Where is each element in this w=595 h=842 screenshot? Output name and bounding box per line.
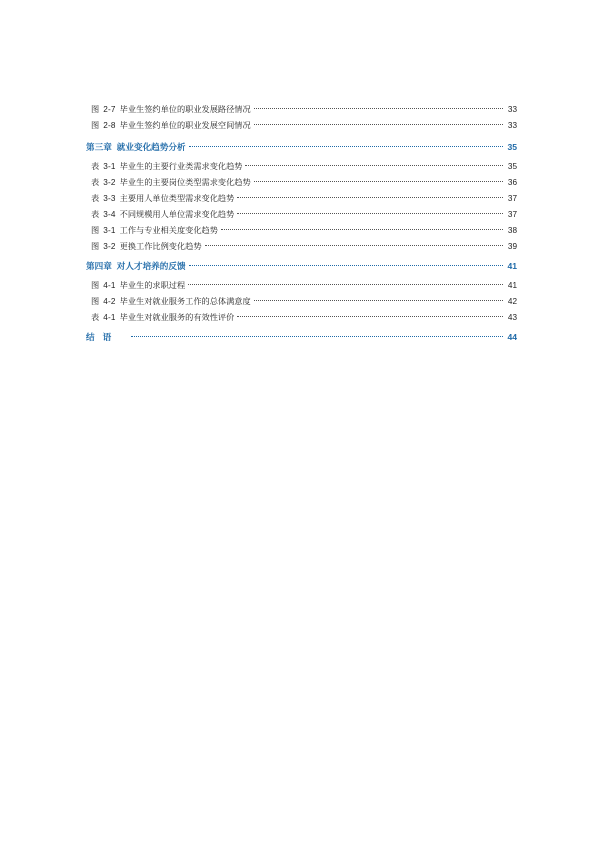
toc-entry-prefix: 图 bbox=[91, 296, 100, 306]
toc-entry-page: 39 bbox=[507, 242, 517, 251]
toc-entry-number: 3-2 bbox=[103, 242, 116, 251]
toc-entry-page: 33 bbox=[507, 105, 517, 114]
toc-entry-fig-4-1[interactable] bbox=[86, 277, 517, 293]
dot-leader bbox=[245, 165, 503, 166]
toc-conclusion-page: 44 bbox=[507, 332, 517, 342]
toc-entry-fig-2-7[interactable] bbox=[86, 101, 517, 117]
toc-entry-title: 毕业生的求职过程 bbox=[119, 280, 186, 290]
dot-leader bbox=[237, 197, 503, 198]
toc-entry-page: 35 bbox=[507, 162, 517, 171]
toc-entry-page: 42 bbox=[507, 297, 517, 306]
toc-entry-prefix: 图 bbox=[91, 280, 100, 290]
toc-conclusion[interactable] bbox=[86, 329, 517, 345]
toc-entry-title: 毕业生签约单位的职业发展路径情况 bbox=[119, 104, 251, 114]
toc-entry-prefix: 图 bbox=[91, 225, 100, 235]
toc-entry-title: 更换工作比例变化趋势 bbox=[119, 241, 202, 251]
toc-chapter-title: 对人才培养的反馈 bbox=[116, 262, 186, 272]
table-of-contents bbox=[86, 101, 517, 348]
dot-leader bbox=[237, 213, 503, 214]
toc-entry-title: 不同规模用人单位需求变化趋势 bbox=[119, 209, 235, 219]
toc-entry-title: 主要用人单位类型需求变化趋势 bbox=[119, 193, 235, 203]
toc-entry-table-3-3[interactable] bbox=[86, 190, 517, 206]
toc-entry-page: 41 bbox=[507, 281, 517, 290]
dot-leader bbox=[221, 229, 503, 230]
toc-entry-number: 4-1 bbox=[103, 313, 116, 322]
toc-chapter-prefix: 第三章 bbox=[86, 143, 112, 153]
toc-entry-title: 毕业生的主要岗位类型需求变化趋势 bbox=[119, 177, 251, 187]
toc-entry-title: 工作与专业相关度变化趋势 bbox=[119, 225, 218, 235]
toc-entry-page: 33 bbox=[507, 121, 517, 130]
toc-entry-number: 3-1 bbox=[103, 226, 116, 235]
toc-chapter-4[interactable] bbox=[86, 258, 517, 274]
toc-entry-fig-4-2[interactable] bbox=[86, 293, 517, 309]
toc-chapter-page: 41 bbox=[507, 261, 517, 271]
toc-entry-table-3-2[interactable] bbox=[86, 174, 517, 190]
toc-entry-number: 4-1 bbox=[103, 281, 116, 290]
toc-entry-number: 2-8 bbox=[103, 121, 116, 130]
toc-entry-fig-3-1[interactable] bbox=[86, 222, 517, 238]
dot-leader bbox=[205, 245, 503, 246]
dot-leader bbox=[254, 181, 503, 182]
toc-entry-page: 38 bbox=[507, 226, 517, 235]
dot-leader bbox=[237, 316, 503, 317]
toc-entry-table-3-1[interactable] bbox=[86, 158, 517, 174]
toc-entry-title: 毕业生签约单位的职业发展空间情况 bbox=[119, 120, 251, 130]
dot-leader bbox=[188, 284, 503, 285]
toc-entry-prefix: 图 bbox=[91, 241, 100, 251]
dot-leader bbox=[254, 124, 503, 125]
toc-entry-number: 3-3 bbox=[103, 194, 116, 203]
toc-entry-table-4-1[interactable] bbox=[86, 309, 517, 325]
toc-entry-page: 37 bbox=[507, 194, 517, 203]
toc-entry-title: 毕业生的主要行业类需求变化趋势 bbox=[119, 161, 243, 171]
toc-chapter-prefix: 第四章 bbox=[86, 262, 112, 272]
toc-entry-table-3-4[interactable] bbox=[86, 206, 517, 222]
toc-entry-prefix: 表 bbox=[91, 209, 100, 219]
toc-entry-number: 2-7 bbox=[103, 105, 116, 114]
toc-entry-title: 毕业生对就业服务工作的总体满意度 bbox=[119, 296, 251, 306]
toc-entry-title: 毕业生对就业服务的有效性评价 bbox=[119, 312, 235, 322]
toc-chapter-title: 就业变化趋势分析 bbox=[116, 143, 186, 153]
dot-leader bbox=[254, 300, 503, 301]
dot-leader bbox=[131, 336, 503, 337]
toc-entry-prefix: 表 bbox=[91, 177, 100, 187]
toc-chapter-3[interactable] bbox=[86, 139, 517, 155]
toc-entry-prefix: 图 bbox=[91, 104, 100, 114]
toc-entry-prefix: 图 bbox=[91, 120, 100, 130]
toc-entry-page: 36 bbox=[507, 178, 517, 187]
toc-entry-prefix: 表 bbox=[91, 161, 100, 171]
toc-entry-number: 4-2 bbox=[103, 297, 116, 306]
toc-entry-number: 3-2 bbox=[103, 178, 116, 187]
dot-leader bbox=[189, 265, 503, 266]
toc-chapter-page: 35 bbox=[507, 142, 517, 152]
toc-entry-page: 43 bbox=[507, 313, 517, 322]
toc-entry-fig-2-8[interactable] bbox=[86, 117, 517, 133]
toc-entry-fig-3-2[interactable] bbox=[86, 238, 517, 254]
toc-entry-number: 3-1 bbox=[103, 162, 116, 171]
toc-entry-prefix: 表 bbox=[91, 193, 100, 203]
toc-conclusion-title: 结语 bbox=[86, 333, 120, 343]
dot-leader bbox=[254, 108, 503, 109]
toc-entry-number: 3-4 bbox=[103, 210, 116, 219]
toc-entry-prefix: 表 bbox=[91, 312, 100, 322]
toc-entry-page: 37 bbox=[507, 210, 517, 219]
dot-leader bbox=[189, 146, 503, 147]
